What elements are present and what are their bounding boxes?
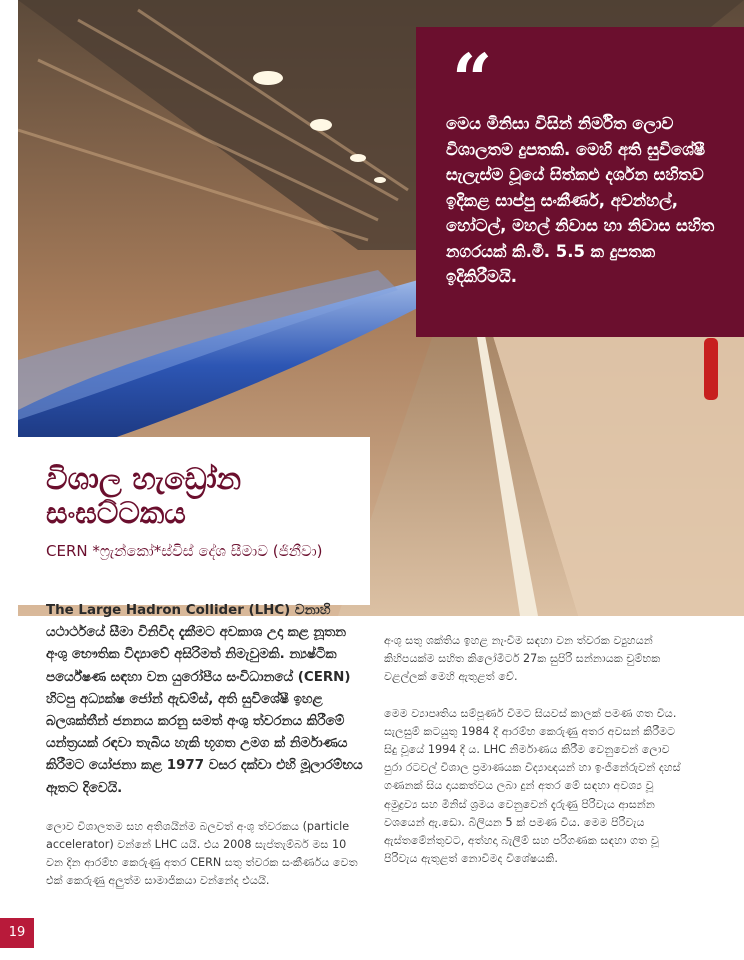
body-paragraph: මෙම ව්‍යාපෘතිය සම්පූර්ණ වීමට සියවස් කාලක් පමණ ගත විය. සැලසුම් කටයුතු 1984 දී ආරම්භ කෙරුණු අතර අවසන් කිරීමට සිදු වූයේ 1994 දී ය. LHC නිර්මාණය කිරීම වෙනුවෙන් ලොව පුරා රටවල් විශාල ප්‍රමාණයක විද්‍යාඥයන් හා ඉංජිනේරුවන් දහස් ගණනක් සිය දායකත්වය ලබා දුන් අතර මේ සඳහා අවශ්‍ය වූ අමුද්‍රව්‍ය සහ මිනිස් ශ්‍රමය වෙනුවෙන් දැරුණු පිරිවැය ආසන්න වශයෙන් ඇ.ඩො. බිලියන 5 ක් පමණ විය. මෙම පිරිවැය ඇස්තමේන්තුවට, අත්හදා බැලීම් සහ පරිගණක සඳහා ගත වූ පිරිවැය ඇතුළත් නොවීමද විශේෂයකි. [384,706,681,866]
pull-quote-text: මෙය මිනිසා විසින් නිර්මිත ලොව විශාලතම දුපතකි. මෙහි අති සුවිශේෂී සැලැස්ම වූයේ සිත්කළු දර්ශන සහිතව ඉදිකළ සාප්පු සංකීර්ණ, අවන්හල්, හෝටල්, මහල් නිවාස හා නිවාස සහිත නගරයක් කි.මී. 5.5 ක දුපතක ඉදිකිරීමයි. [446,114,715,286]
left-column [46,600,366,891]
page-number: 19 [0,918,34,948]
article-title: විශාල හැඩ්‍රෝන සංඝට්ටකය [46,462,242,531]
body-paragraph: ලොව විශාලතම සහ අතිශයින්ම බලවත් අංශු ත්වරකය (particle accelerator) වන්නේ LHC යයි. එය 2008 සැප්තැම්බර් මස 10 වන දින ආරම්භ කෙරුණු අතර CERN සතු ත්වරක සංකීර්ණය වෙත එක් කෙරුණු අලුත්ම සාමාජිකයා වන්නේද එයයි. [46,819,358,888]
title-panel [18,437,370,605]
lead-paragraph: The Large Hadron Collider (LHC) වනාහි යථාර්ථයේ සීමා විනිවිද දැකීමට අවකාශ උදා කළ නූතන අංශු භෞතික විද්‍යාවේ අසිරිමත් නිමැවුමකි. න්‍යෂ්ටික පර්යේෂණ සඳහා වන යුරෝපීය සංවිධානයේ (CERN) හිටපු අධ්‍යක්ෂ ජෝන් ඇඩම්ස්, අති සුවිශේෂී ඉහළ බලශක්තීන් ජනනය කරනු සමත් අංශු ත්වරනය කිරීමේ යන්ත්‍රයක් රඳවා තැබිය හැකි භූගත උමග ක් නිර්මාණය කිරීමට යෝජනා කළ 1977 වසර දක්වා එහි මූලාරම්භය ඈතට දිවෙයි. [46,603,363,796]
body-paragraph: අංශු සතු ශක්තිය ඉහළ නැංවීම සඳහා වන ත්වරක ව්‍යුහයන් කිහිපයක්ම සහිත කිලෝමීටර් 27ක සුපිරි සන්නායක චුම්භක වළල්ලක් මෙහි ඇතුළත් වේ. [384,634,661,684]
quote-mark-icon: “ [452,38,493,121]
right-column [384,632,684,886]
article-subtitle: CERN *ෆ්‍රැන්කෝ*ස්විස් දේශ සීමාව (ජිනීවා) [46,542,323,560]
pull-quote-box [416,27,744,337]
